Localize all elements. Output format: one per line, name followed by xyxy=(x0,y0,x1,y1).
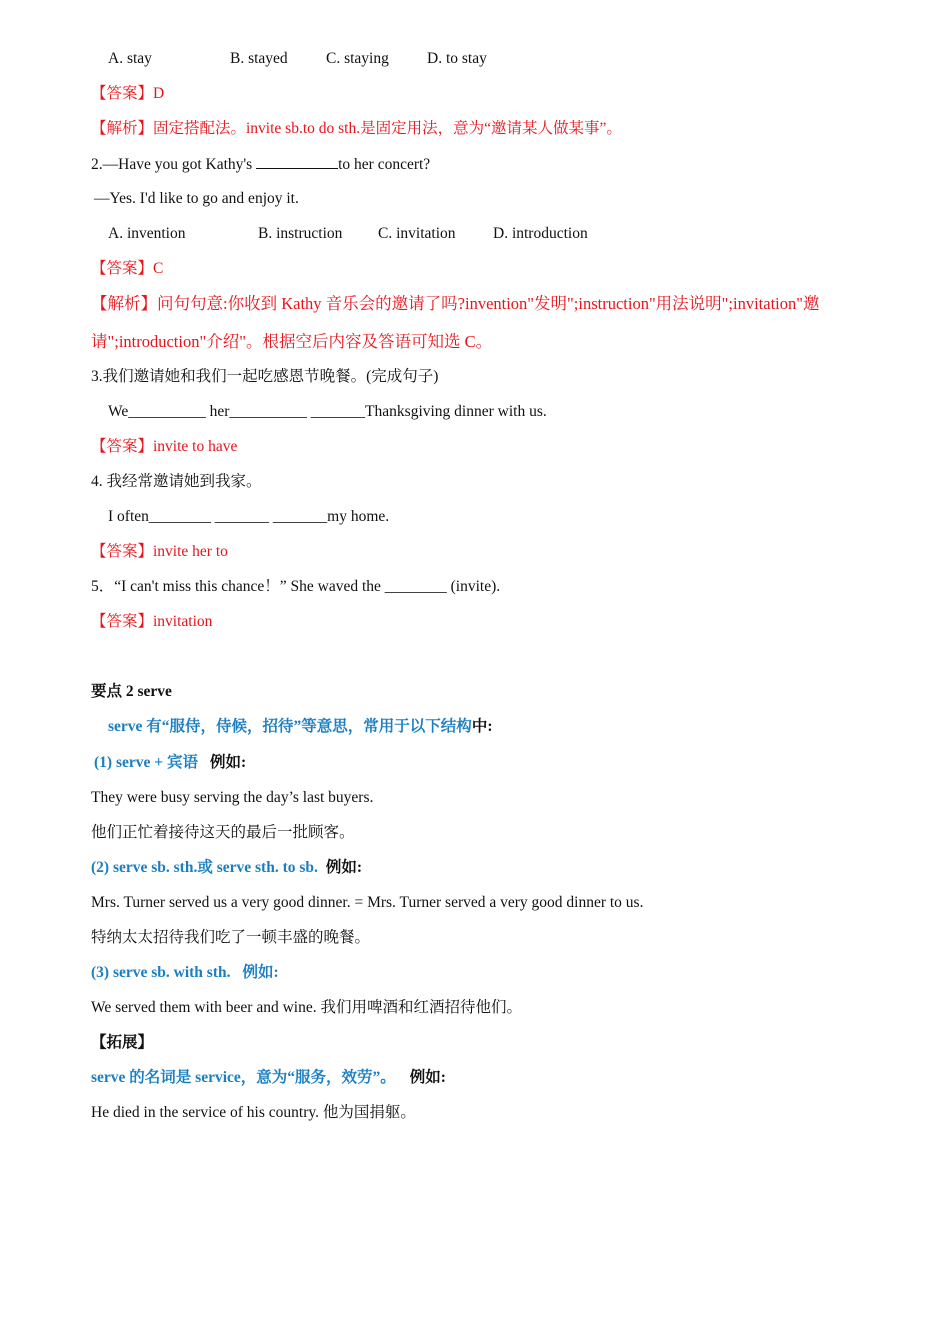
q1-analysis: 【解析】固定搭配法。invite sb.to do sth.是固定用法，意为“邀请某人做某事”。 xyxy=(91,120,622,137)
q2-analysis-line1: 【解析】问句句意:你收到 Kathy 音乐会的邀请了吗?invention"发明";instruction"用法说明";invitation"邀 xyxy=(91,294,820,313)
point-2-example-cn: 特纳太太招待我们吃了一顿丰盛的晚餐。 xyxy=(91,929,371,946)
point-1-example-en: They were busy serving the day’s last buyers. xyxy=(91,789,374,806)
q2-reply: —Yes. I'd like to go and enjoy it. xyxy=(94,190,299,207)
point-1-heading xyxy=(94,753,246,773)
q4-stem: 4. 我经常邀请她到我家。 xyxy=(91,473,262,490)
q2-blank xyxy=(256,154,338,169)
q2-stem-a: 2.—Have you got Kathy's xyxy=(91,156,257,173)
q1-option-c: C. staying xyxy=(326,50,389,67)
extension-example-en: He died in the service of his country. 他为国捐躯。 xyxy=(91,1104,416,1121)
q2-stem xyxy=(91,154,430,175)
q2-option-d: D. introduction xyxy=(493,225,588,242)
q4-answer: 【答案】invite her to xyxy=(91,543,228,560)
q3-stem: 3.我们邀请她和我们一起吃感恩节晚餐。(完成句子) xyxy=(91,368,439,385)
extension-text: serve 的名词是 service，意为“服务，效劳”。 xyxy=(91,1069,396,1086)
q1-options xyxy=(108,49,487,69)
section-intro xyxy=(108,717,492,737)
q2-option-c: C. invitation xyxy=(378,225,456,242)
section-title: 要点 2 serve xyxy=(91,683,172,700)
q1-option-d: D. to stay xyxy=(427,50,487,67)
extension-heading xyxy=(91,1068,446,1088)
point-3-example-en: We served them with beer and wine. 我们用啤酒和红酒招待他们。 xyxy=(91,999,522,1016)
point-3-pattern: (3) serve sb. with sth. xyxy=(91,964,231,981)
extension-example-label: 例如: xyxy=(409,1069,446,1086)
q1-option-a: A. stay xyxy=(108,50,152,67)
q2-options xyxy=(108,224,588,244)
point-1-example-cn: 他们正忙着接待这天的最后一批顾客。 xyxy=(91,824,355,841)
extension-title: 【拓展】 xyxy=(91,1034,154,1051)
q4-sentence: I often________ _______ _______my home. xyxy=(108,508,390,525)
q2-stem-b: to her concert? xyxy=(338,156,431,173)
q5-stem: 5．“I can't miss this chance！” She waved the ________ (invite). xyxy=(91,578,501,595)
q1-answer: 【答案】D xyxy=(91,85,165,102)
point-3-heading xyxy=(91,963,279,983)
point-2-example-label: 例如: xyxy=(325,859,363,876)
q2-answer: 【答案】C xyxy=(91,260,164,277)
q1-option-b: B. stayed xyxy=(230,50,288,67)
point-2-example-en: Mrs. Turner served us a very good dinner. = Mrs. Turner served a very good dinner to us. xyxy=(91,894,644,911)
section-intro-blue: serve 有“服侍，侍候，招待”等意思，常用于以下结构 xyxy=(108,718,472,735)
q2-analysis-line2: 请";introduction"介绍"。根据空后内容及答语可知选 C。 xyxy=(91,332,493,351)
q2-option-b: B. instruction xyxy=(258,225,343,242)
point-1-example-label: 例如: xyxy=(209,754,247,771)
point-2-pattern: (2) serve sb. sth.或 serve sth. to sb. xyxy=(91,859,318,876)
point-2-heading xyxy=(91,858,362,878)
q5-answer: 【答案】invitation xyxy=(91,613,213,630)
section-intro-black: 中: xyxy=(471,718,493,735)
point-3-example-label: 例如: xyxy=(242,964,279,981)
q3-sentence: We__________ her__________ _______Thanksgiving dinner with us. xyxy=(108,403,547,420)
q3-answer: 【答案】invite to have xyxy=(91,438,238,455)
point-1-pattern: (1) serve + 宾语 xyxy=(94,754,198,771)
q2-option-a: A. invention xyxy=(108,225,186,242)
